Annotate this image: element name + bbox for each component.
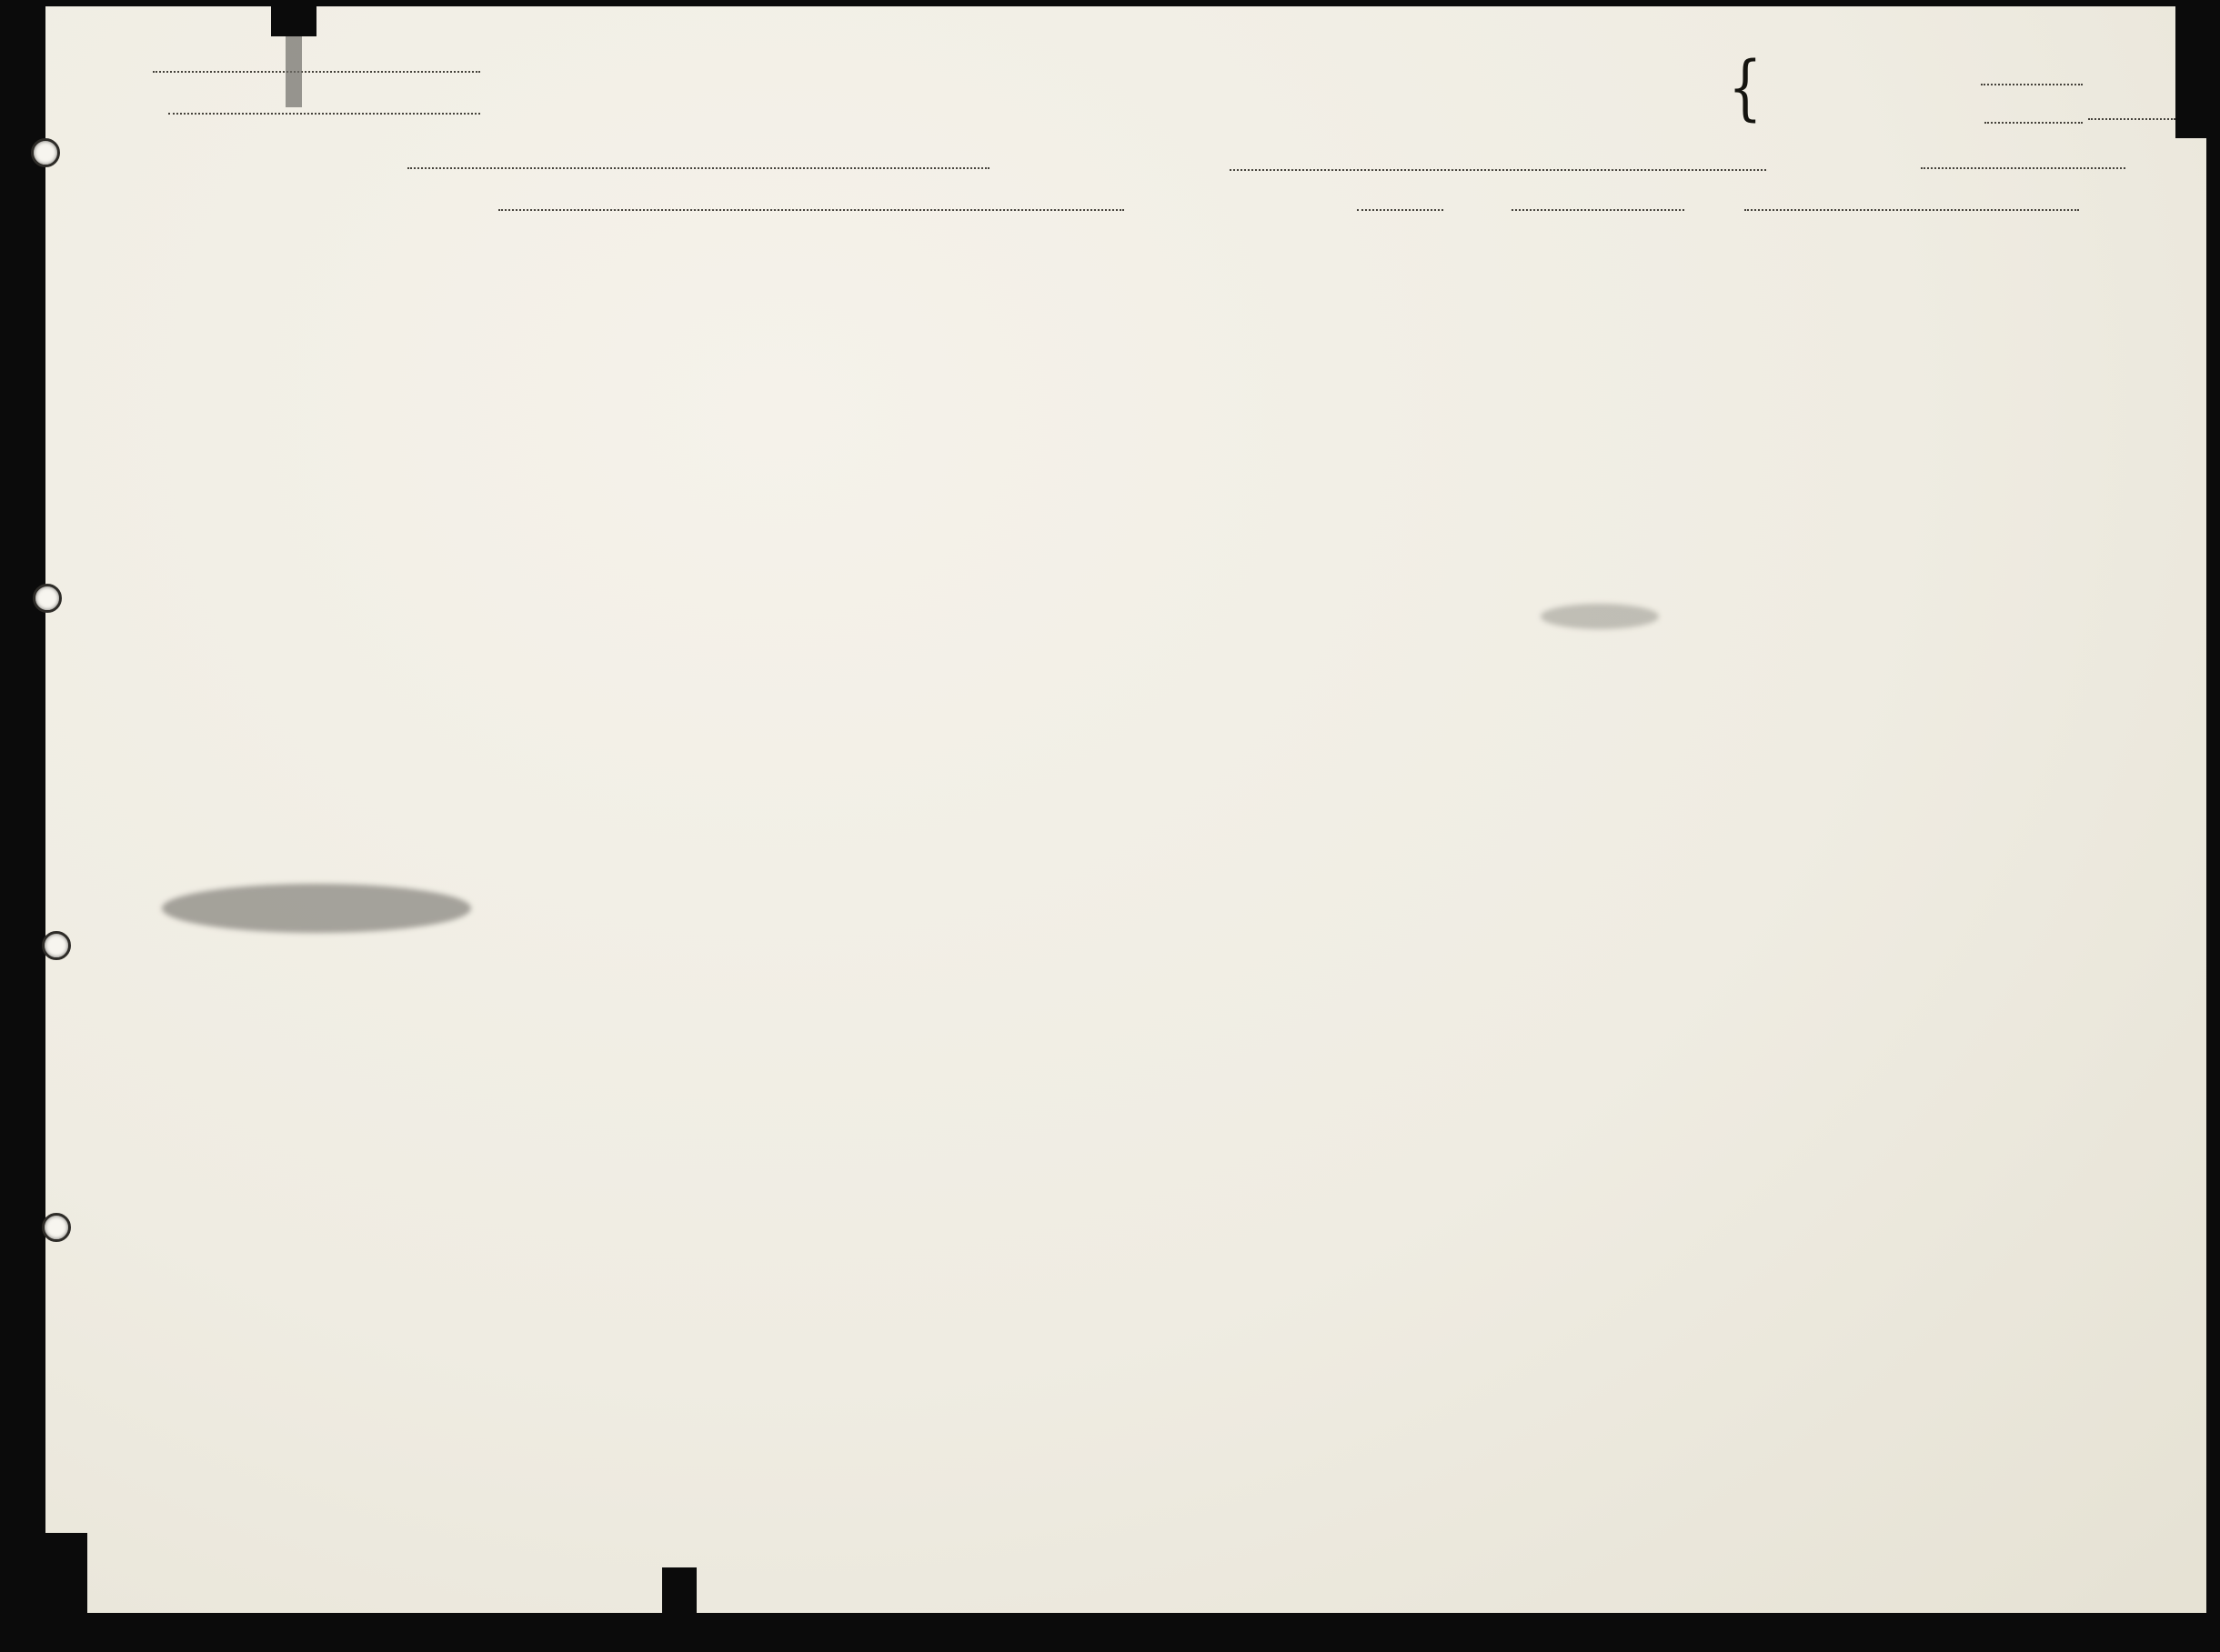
sheet-underline (2088, 118, 2175, 120)
incorporated-place-underline (1230, 169, 1766, 171)
scan-edge-left (0, 0, 45, 1652)
supervisor-underline (1981, 84, 2083, 85)
scan-edge-top (0, 0, 2220, 6)
hole-punch (31, 138, 60, 167)
month-underline (1512, 209, 1684, 211)
scan-streak (286, 36, 302, 107)
state-underline (153, 71, 480, 73)
hole-punch (42, 931, 71, 960)
county-underline (168, 113, 480, 115)
ink-smudge (1541, 604, 1659, 629)
brace-glyph: { (1728, 47, 1763, 129)
hole-punch (42, 1213, 71, 1242)
enumerator-underline (1744, 209, 2079, 211)
scan-tape-mark (271, 0, 316, 36)
township-underline (407, 167, 989, 169)
scan-corner-top-right (2175, 0, 2220, 138)
scan-edge-bottom (0, 1613, 2220, 1652)
hole-punch (33, 584, 62, 613)
day-underline (1357, 209, 1443, 211)
institution-underline (498, 209, 1124, 211)
ink-smudge (162, 884, 471, 933)
enumeration-underline (1984, 122, 2083, 124)
scan-bar-bottom-center (662, 1567, 697, 1652)
scan-edge-right (2206, 0, 2220, 1652)
ward-underline (1921, 167, 2125, 169)
